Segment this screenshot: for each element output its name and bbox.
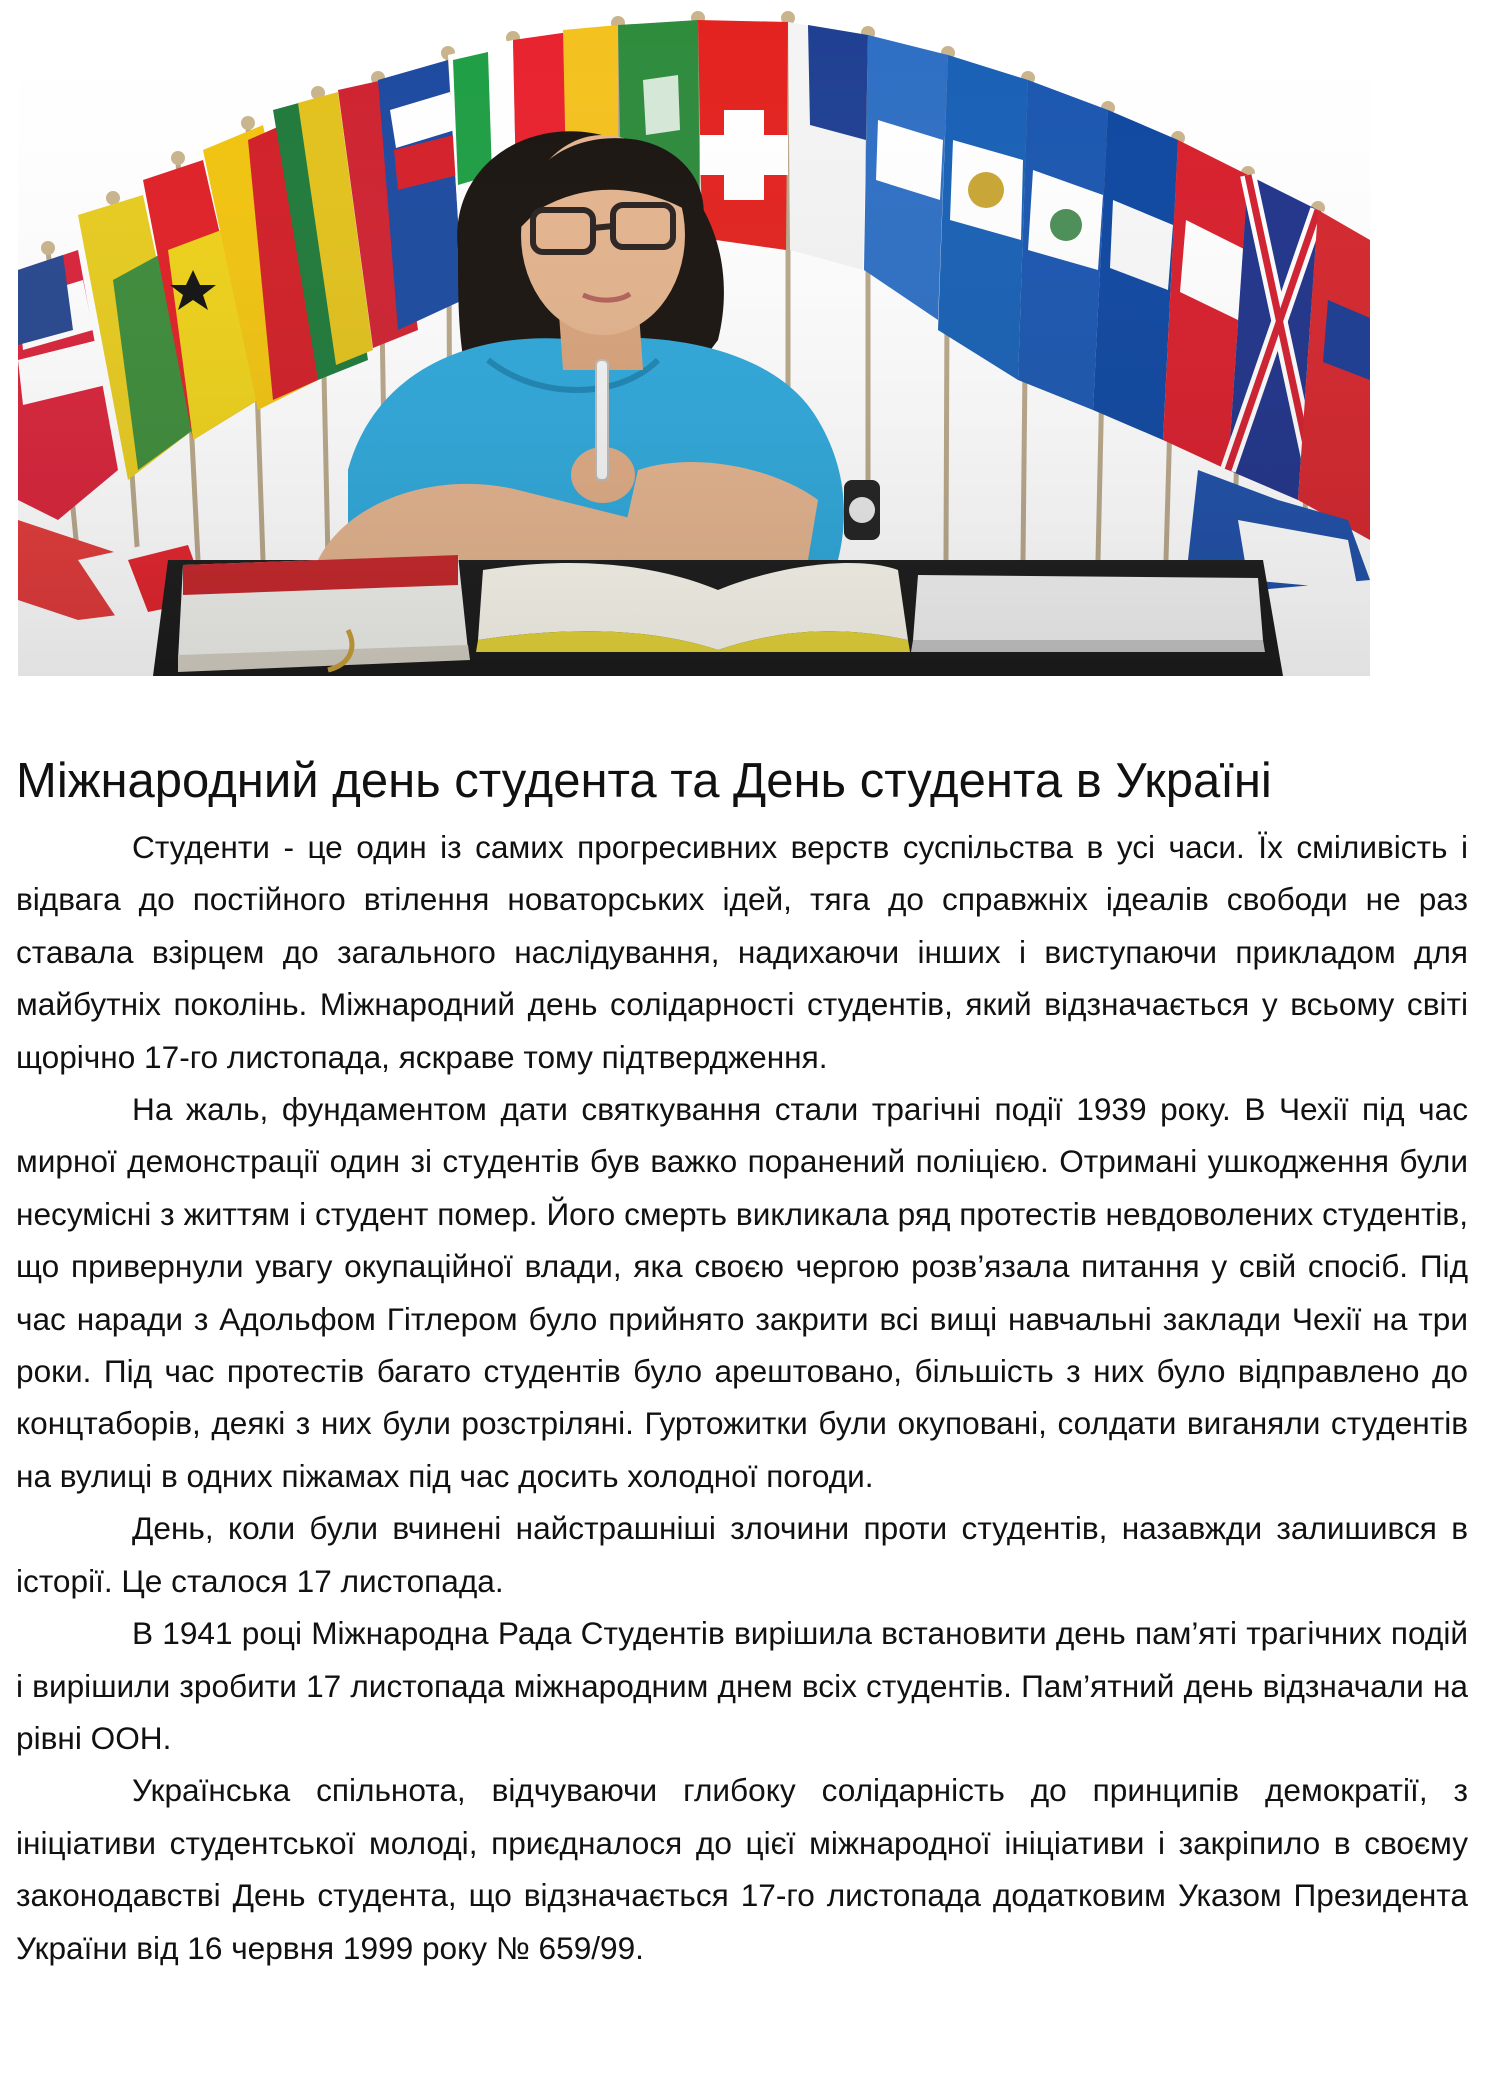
page-title: Міжнародний день студента та День студента в Україні xyxy=(16,753,1272,808)
flags-student-illustration xyxy=(18,0,1370,676)
paragraph-intro: Студенти - це один із самих прогресивних верств суспільства в усі часи. Їх сміливість і відвага до постійного втілення новаторських ідей, тяга до справжніх ідеалів свободи не раз ставала взірцем до загального наслідування, надихаючи інших і виступаючи прикладом для майбутніх поколінь. Міжнародний день солідарності студентів, який відзначається у всьому світі щорічно 17-го листопада, яскраве тому підтвердження. xyxy=(16,829,1468,1075)
paragraph-ukraine-decree: Українська спільнота, відчуваючи глибоку солідарність до принципів демократії, з ініціативи студентської молоді, приєдналося до цієї міжнародної ініціативи і закріпило в своєму законодавстві День студента, що відзначається 17-го листопада додатковим Указом Президента України від 16 червня 1999 року № 659/99. xyxy=(16,1772,1468,1966)
paragraph-1941-council: В 1941 році Міжнародна Рада Студентів вирішила встановити день пам’яті трагічних подій і вирішили зробити 17 листопада міжнародним днем всіх студентів. Пам’ятний день відзначали на рівні ООН. xyxy=(16,1615,1468,1756)
paragraph-history-1939: На жаль, фундаментом дати святкування стали трагічні події 1939 року. В Чехії під час мирної демонстрації один зі студентів був важко поранений поліцією. Отримані ушкодження були несумісні з життям і студент помер. Його смерть викликала ряд протестів невдоволених студентів, що привернули увагу окупаційної влади, яка своєю чергою розв’язала питання у свій спосіб. Під час наради з Адольфом Гітлером було прийнято закрити всі вищі навчальні заклади Чехії на три роки. Під час протестів багато студентів було арештовано, більшість з них було відправлено до концтаборів, деякі з них були розстріляні. Гуртожитки були окуповані, солдати виганяли студентів на вулиці в одних піжамах під час досить холодної погоди. xyxy=(16,1091,1468,1494)
paragraph-november-17: День, коли були вчинені найстрашніші злочини проти студентів, назавжди залишився в історії. Це сталося 17 листопада. xyxy=(16,1510,1468,1599)
hero-image xyxy=(18,0,1370,676)
article-body xyxy=(16,821,1468,1974)
